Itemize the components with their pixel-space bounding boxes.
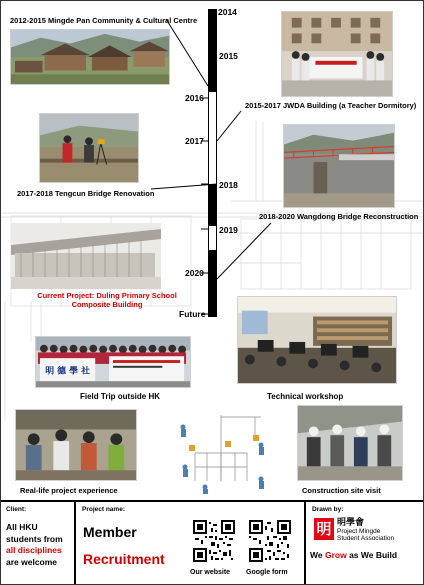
photo-wangdong-bridge	[283, 124, 395, 208]
photo-real-life-experience	[15, 409, 137, 481]
project-name-line-1: Member	[83, 524, 137, 540]
project-name-title: Project name:	[82, 506, 125, 513]
project-caption-tengcun: 2017-2018 Tengcun Bridge Renovation	[17, 189, 155, 198]
photo-construction-site-visit	[297, 405, 403, 481]
year-label-2015: 2015	[219, 51, 238, 61]
year-label-2018: 2018	[219, 180, 238, 190]
title-block-footer	[1, 500, 424, 585]
drawn-by-box	[306, 502, 424, 585]
year-label-future: Future	[179, 309, 206, 319]
activity-caption-site-visit: Construction site visit	[302, 486, 381, 495]
client-line-4: are welcome	[6, 556, 58, 567]
website-qr-label: Our website	[190, 569, 231, 576]
project-caption-wangdong: 2018-2020 Wangdong Bridge Reconstruction	[259, 212, 419, 221]
mingde-logo-icon: 明	[314, 518, 334, 540]
slogan-rest: as We Build	[346, 550, 398, 560]
year-label-2019: 2019	[219, 225, 238, 235]
client-box	[1, 502, 76, 585]
project-caption-jwda: 2015-2017 JWDA Building (a Teacher Dormitory)	[245, 101, 417, 110]
year-label-2017: 2017	[185, 136, 204, 146]
client-description	[6, 522, 63, 568]
client-line-2: students from	[6, 533, 63, 544]
photo-duling-school-render	[11, 223, 161, 289]
google-form-qr-label: Google form	[246, 569, 288, 576]
org-chinese-name: 明學會	[337, 517, 365, 527]
photo-field-trip	[35, 336, 191, 388]
org-english-name-line-1: Project Mingde	[337, 528, 381, 535]
activity-caption-technical-workshop: Technical workshop	[267, 392, 344, 401]
year-label-2014: 2014	[218, 7, 237, 17]
slogan-grow: Grow	[324, 550, 347, 560]
slogan	[310, 550, 397, 560]
drawn-by-title: Drawn by:	[312, 506, 344, 513]
project-name-box	[76, 502, 306, 585]
photo-mingde-pan-village	[10, 29, 170, 85]
photo-technical-workshop	[237, 296, 397, 384]
project-name-line-2: Recruitment	[83, 551, 165, 567]
website-qr-code[interactable]	[193, 520, 235, 562]
org-english-name-line-2: Student Association	[337, 535, 395, 542]
svg-text:明 德 學 社: 明 德 學 社	[45, 366, 90, 377]
photo-jwda-building-group	[281, 11, 393, 97]
illustration-construction-workers	[165, 405, 277, 495]
year-label-2020: 2020	[185, 268, 204, 278]
client-title: Client:	[6, 506, 27, 513]
client-line-1: All HKU	[6, 522, 38, 532]
slogan-we: We	[310, 550, 325, 560]
google-form-qr-code[interactable]	[249, 520, 291, 562]
photo-tengcun-bridge-survey	[39, 113, 139, 183]
client-highlight: all disciplines	[6, 545, 62, 555]
activity-caption-real-life: Real-life project experience	[20, 486, 118, 495]
year-label-2016: 2016	[185, 93, 204, 103]
activity-caption-field-trip: Field Trip outside HK	[80, 392, 161, 401]
project-caption-duling-current: Current Project: Duling Primary School Composite Building	[37, 291, 177, 309]
project-caption-mingde-pan: 2012-2015 Mingde Pan Community & Cultural Centre	[10, 16, 198, 25]
